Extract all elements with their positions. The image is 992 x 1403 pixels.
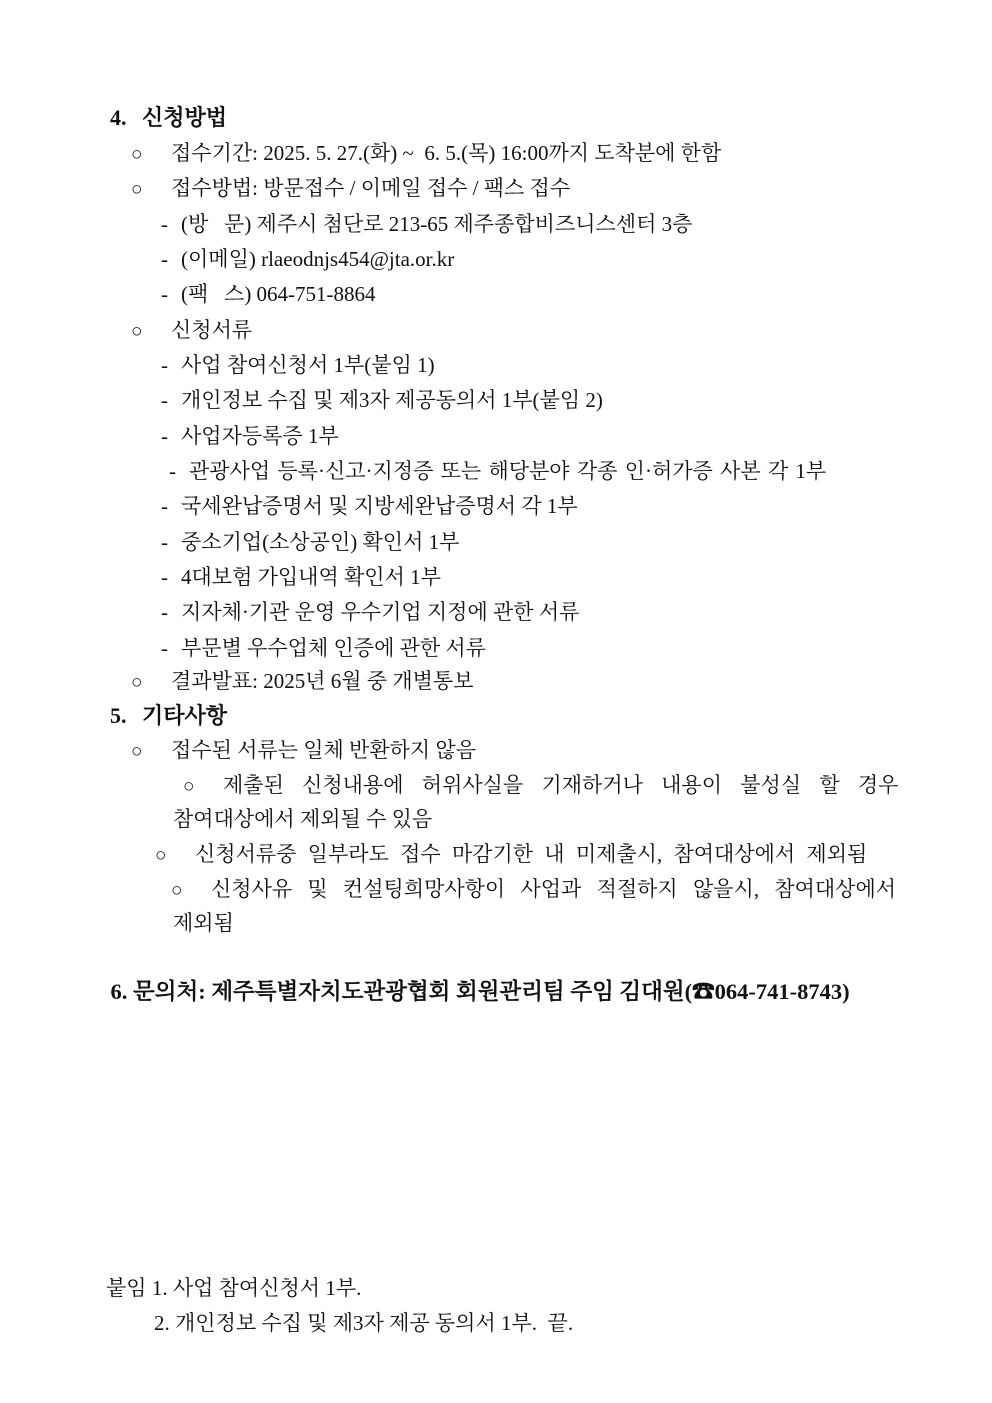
dash-bullet-icon: - [161,494,168,518]
list-item-text: 관광사업 등록·신고·지정증 또는 해당분야 각종 인·허가증 사본 각 1부 [189,459,827,483]
list-item-text: 접수기간: 2025. 5. 27.(화) ~ 6. 5.(목) 16:00까지 도착분에 한함 [171,141,722,165]
fax-number: (팩 스) 064-751-8864 [181,282,376,306]
circle-bullet-icon: ○ [155,845,167,866]
email-address: (이메일) rlaeodnjs454@jta.or.kr [181,247,455,271]
contact-info: 6. 문의처: 제주특별자치도관광협회 회원관리팀 주임 김대원(☎064-741-8743) [110,979,850,1004]
circle-bullet-icon: ○ [171,880,183,901]
list-item-text: 제출된 신청내용에 허위사실을 기재하거나 내용이 불성실 할 경우 [223,773,899,797]
circle-bullet-icon: ○ [131,672,143,693]
list-item-text: 사업 참여신청서 1부(붙임 1) [181,353,435,377]
circle-bullet-icon: ○ [131,741,143,762]
list-item-text: 지자체·기관 운영 우수기업 지정에 관한 서류 [181,600,580,624]
list-item-text: 개인정보 수집 및 제3자 제공동의서 1부(붙임 2) [181,388,603,412]
dash-bullet-icon: - [161,353,168,377]
dash-bullet-icon: - [161,247,168,271]
list-item-text: 신청사유 및 컨설팅희망사항이 사업과 적절하지 않을시, 참여대상에서 [211,877,897,901]
dash-bullet-icon: - [161,388,168,412]
list-item-text: 부문별 우수업체 인증에 관한 서류 [181,636,487,660]
list-item-text: 신청서류 [171,318,253,342]
circle-bullet-icon: ○ [183,776,195,797]
list-item-text: 신청서류중 일부라도 접수 마감기한 내 미제출시, 참여대상에서 제외됨 [195,842,868,866]
dash-bullet-icon: - [161,600,168,624]
dash-bullet-icon: - [169,459,176,483]
list-item-text: 접수된 서류는 일체 반환하지 않음 [171,738,477,762]
section-title: 신청방법 [142,105,228,130]
dash-bullet-icon: - [161,424,168,448]
attachment-text: 2. 개인정보 수집 및 제3자 제공 동의서 1부. 끝. [154,1311,574,1335]
list-item-text: 제외됨 [173,911,234,935]
circle-bullet-icon: ○ [131,179,143,200]
section-number: 4. [110,105,127,130]
list-item-text: 결과발표: 2025년 6월 중 개별통보 [171,669,474,693]
dash-bullet-icon: - [161,282,168,306]
section-number: 5. [110,703,127,728]
dash-bullet-icon: - [161,565,168,589]
attachment-text: 붙임 1. 사업 참여신청서 1부. [106,1276,362,1300]
section-6-contact-line [88,939,850,1044]
section-title: 기타사항 [142,703,228,728]
list-item-text: 4대보험 가입내역 확인서 1부 [181,565,441,589]
dash-bullet-icon: - [161,530,168,554]
list-item-text: 사업자등록증 1부 [181,424,339,448]
attachment-line-2 [133,1271,573,1376]
list-item-text: 중소기업(소상공인) 확인서 1부 [181,530,460,554]
list-item-text: 접수방법: 방문접수 / 이메일 접수 / 팩스 접수 [171,176,571,200]
list-item-text: (방 문) 제주시 첨단로 213-65 제주종합비즈니스센터 3층 [181,212,693,236]
circle-bullet-icon: ○ [131,321,143,342]
list-item-text: 참여대상에서 제외될 수 있음 [173,807,433,831]
dash-bullet-icon: - [161,636,168,660]
list-item-text: 국세완납증명서 및 지방세완납증명서 각 1부 [181,494,578,518]
circle-bullet-icon: ○ [131,144,143,165]
dash-bullet-icon: - [161,212,168,236]
